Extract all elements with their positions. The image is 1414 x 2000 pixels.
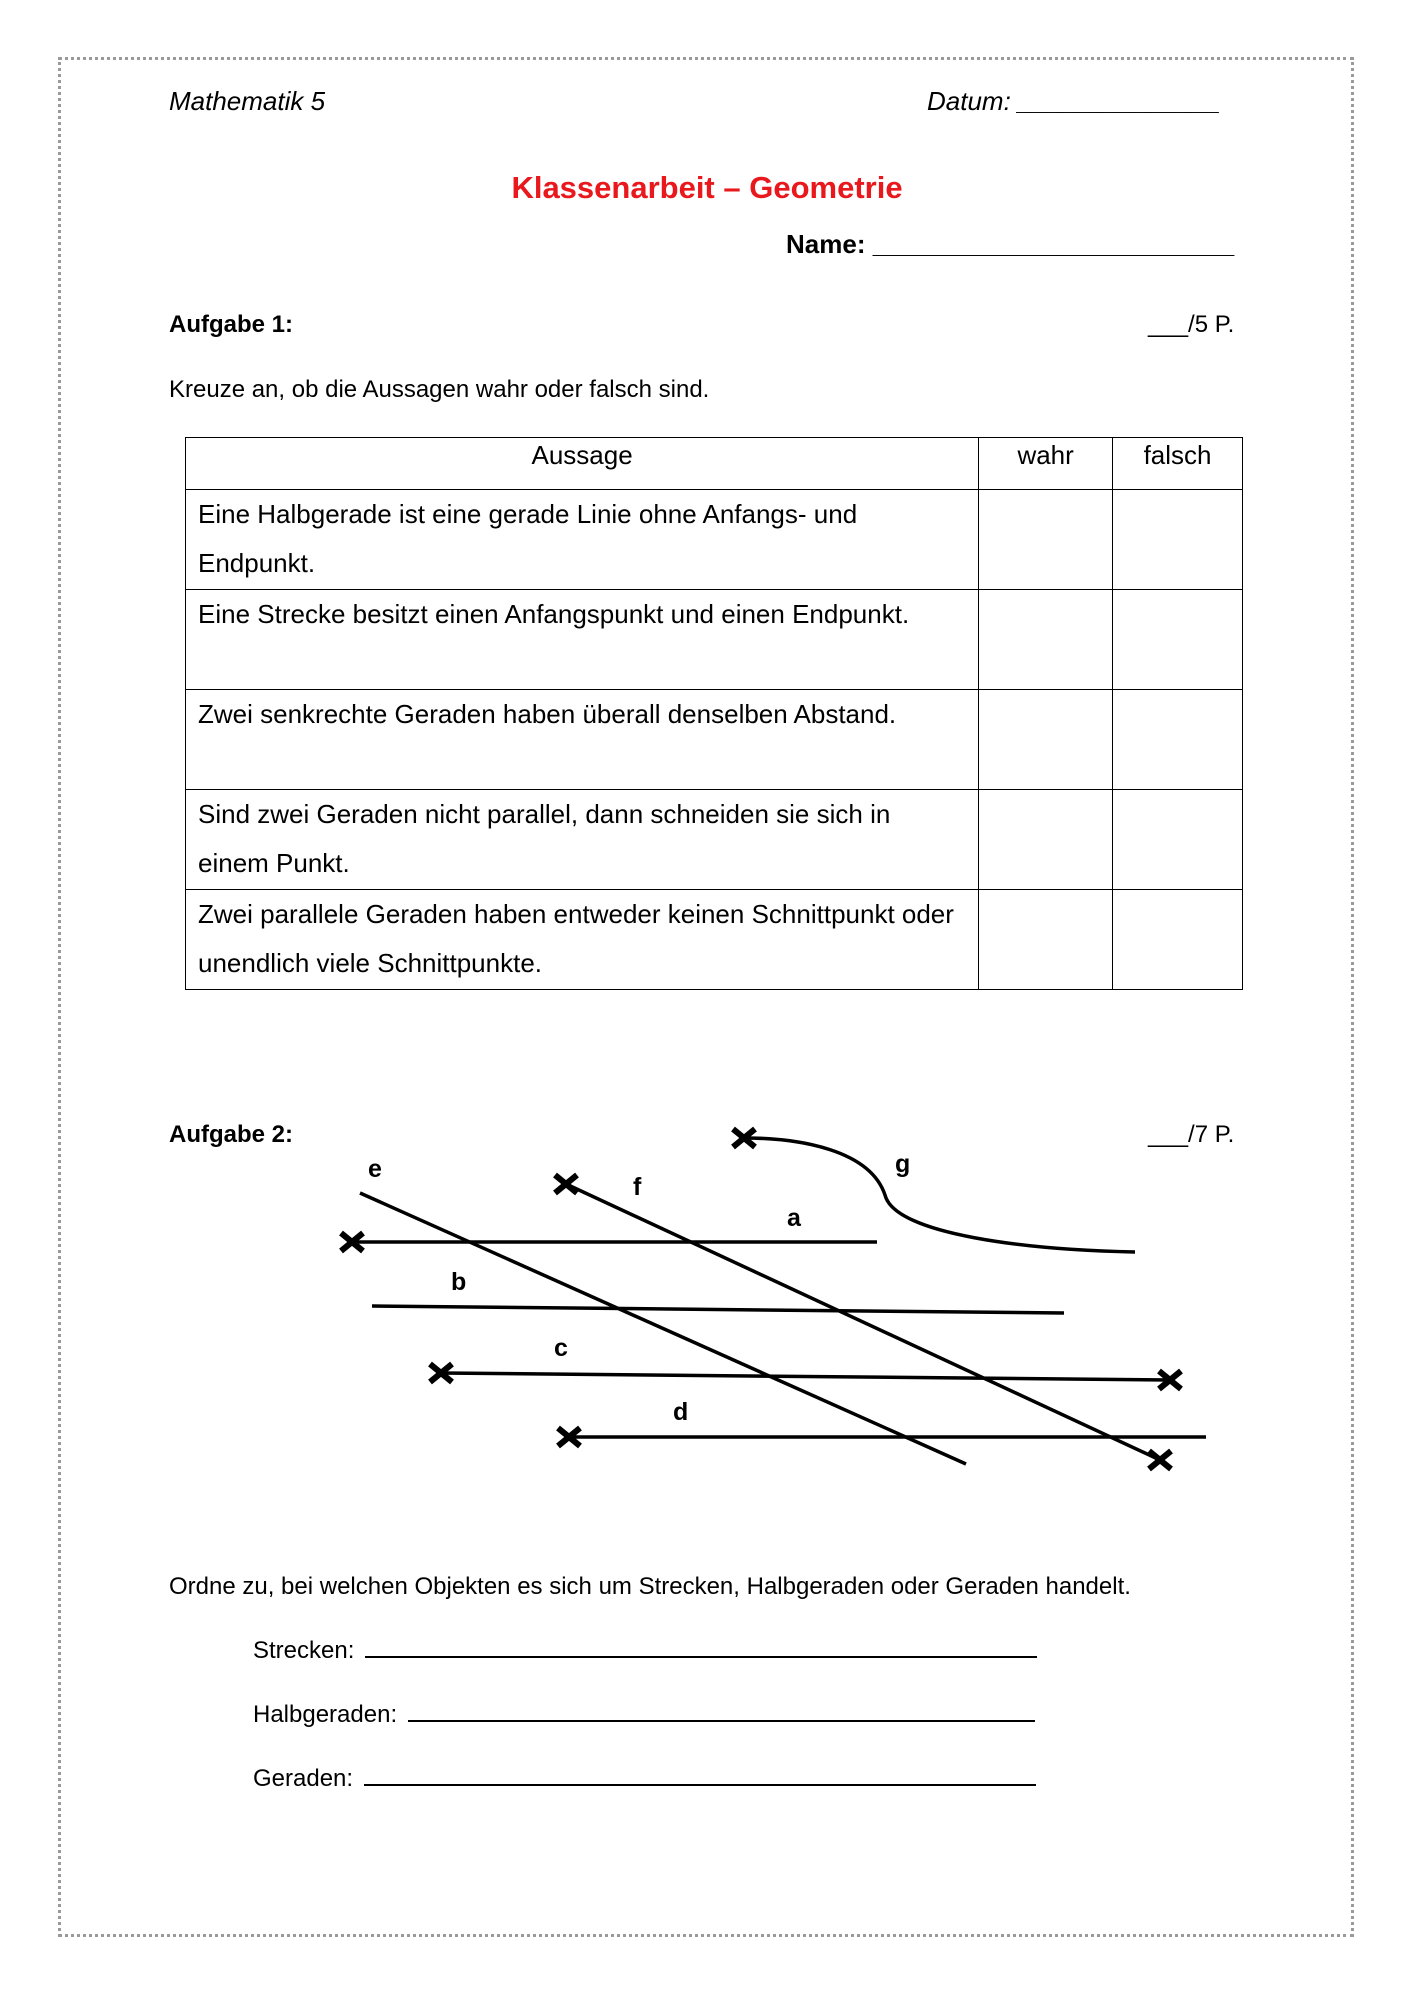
line-b <box>372 1306 1064 1313</box>
task2-instruction: Ordne zu, bei welchen Objekten es sich um Strecken, Halbgeraden oder Geraden handelt. <box>169 1573 1131 1600</box>
label-b: b <box>451 1268 467 1296</box>
column-header-false: falsch <box>1113 438 1243 490</box>
page-title: Klassenarbeit – Geometrie <box>511 170 903 205</box>
name-field: Name: _________________________ <box>786 229 1235 259</box>
label-d: d <box>673 1398 689 1426</box>
task1-points: ___/5 P. <box>1148 311 1235 338</box>
task2-points: ___/7 P. <box>1148 1121 1235 1148</box>
task2-heading: Aufgabe 2: <box>169 1121 294 1148</box>
label-g: g <box>895 1150 911 1178</box>
label-a: a <box>787 1204 801 1232</box>
label-e: e <box>368 1155 382 1183</box>
cross-marker-f-end <box>1149 1451 1171 1469</box>
date-field: Datum: ______________ <box>927 86 1221 116</box>
answer-row-rays <box>253 1701 1035 1729</box>
answer-line-rays[interactable] <box>408 1720 1035 1722</box>
line-c <box>441 1373 1170 1380</box>
answer-label: Strecken: <box>253 1637 355 1664</box>
answer-row-lines <box>253 1765 1036 1793</box>
label-f: f <box>633 1173 642 1201</box>
column-header-true: wahr <box>979 438 1113 490</box>
column-header-statement: Aussage <box>186 438 979 490</box>
answer-label: Geraden: <box>253 1765 354 1792</box>
statement-text: Eine Halbgerade ist eine gerade Linie ohne Anfangs- und Endpunkt. <box>186 490 979 590</box>
label-c: c <box>554 1334 568 1362</box>
cross-marker-f <box>555 1175 577 1193</box>
statement-text: Sind zwei Geraden nicht parallel, dann schneiden sie sich in einem Punkt. <box>186 790 979 890</box>
task1-instruction: Kreuze an, ob die Aussagen wahr oder falsch sind. <box>169 376 710 403</box>
task1-heading: Aufgabe 1: <box>169 311 294 338</box>
statement-text: Zwei senkrechte Geraden haben überall denselben Abstand. <box>186 690 979 790</box>
answer-line-segments[interactable] <box>365 1656 1037 1658</box>
statement-text: Zwei parallele Geraden haben entweder keinen Schnittpunkt oder unendlich viele Schnittpunkte. <box>186 890 979 990</box>
curve-g <box>744 1138 1135 1252</box>
subject-label: Mathematik 5 <box>169 86 326 116</box>
answer-label: Halbgeraden: <box>253 1701 398 1728</box>
answer-row-segments <box>253 1637 1037 1665</box>
answer-line-lines[interactable] <box>364 1784 1036 1786</box>
statement-text: Eine Strecke besitzt einen Anfangspunkt und einen Endpunkt. <box>186 590 979 690</box>
